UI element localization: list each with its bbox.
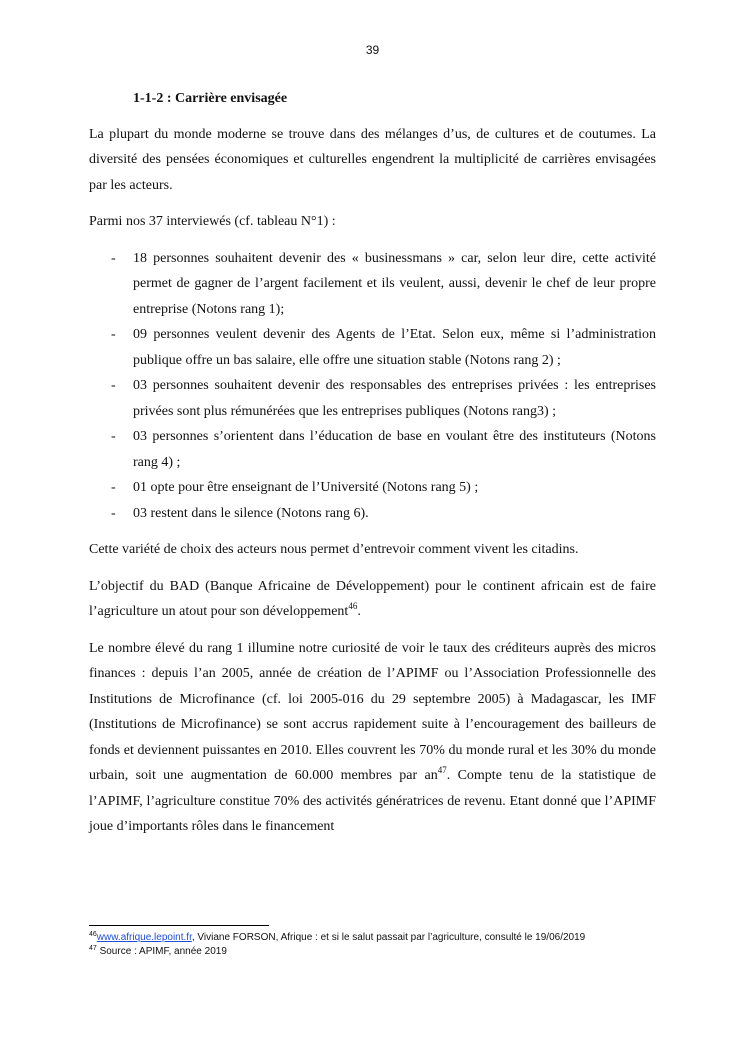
list-marker: - [111,327,116,342]
list-marker: - [111,429,116,444]
paragraph-variety: Cette variété de choix des acteurs nous permet d’entrevoir comment vivent les citadins. [89,542,579,557]
list-marker: - [111,250,116,266]
footnote-number: 46 [89,931,97,938]
footnote-text: Source : APIMF, année 2019 [96,946,227,957]
paragraph-text: Le nombre élevé du rang 1 illumine notre curiosité de voir le taux des créditeurs auprès des micros finances : depuis l’an 2005, année de création de l’APIMF ou l’Association Professionnelle des Institutions de Microfinance (cf. loi 2005-016 du 29 septembre 2005) à Madagascar, les IMF (Institutions de Microfinance) se sont accrus rapidement suite à l’encouragement des bailleurs de fonds et deviennent puissantes en 2010. Elles couvrent les 70% du monde rural et les 30% du monde urbain, soit une augmentation de 60.000 membres par an [89,640,656,783]
footnote-link[interactable]: www.afrique.lepoint.fr [96,932,192,943]
footnote-separator [89,925,269,926]
paragraph-text: L’objectif du BAD (Banque Africaine de Développement) pour le continent africain est de faire l’agriculture un atout pour son développement [89,578,656,619]
page-number: 39 [365,43,380,57]
footnote-47 [89,945,689,959]
list-item [89,501,656,527]
footnote-number: 47 [89,945,97,952]
paragraph-bad-objective [89,574,656,625]
list-marker: - [111,378,116,393]
page-body [89,86,656,851]
list-item-text: 01 opte pour être enseignant de l’Université (Notons rang 5) ; [133,480,479,495]
footnotes [89,931,689,959]
list-item [89,475,656,501]
list-item [89,322,656,373]
list-item-text: 09 personnes veulent devenir des Agents de l’Etat. Selon eux, même si l’administration publique offre un bas salaire, elle offre une situation stable (Notons rang 2) ; [133,327,656,368]
footnote-46 [89,931,689,945]
list-item [89,424,656,475]
list-marker: - [111,480,116,495]
list-item-text: 03 restent dans le silence (Notons rang 6). [133,505,369,521]
paragraph-text-continued: . Compte tenu de la statistique de l’APIMF, l’agriculture constitue 70% des activités génératrices de revenu. Etant donné que l’APIMF joue d’importants rôles dans le financement [89,768,656,834]
paragraph-intro: La plupart du monde moderne se trouve dans des mélanges d’us, de cultures et de coutumes. La diversité des pensées économiques et culturelles engendrent la multiplicité de carrières envisagées par les acteurs. [89,126,656,193]
paragraph-end: . [357,604,361,619]
section-heading: 1-1-2 : Carrière envisagée [133,91,288,106]
career-list [89,246,656,527]
list-item [89,373,656,424]
paragraph-interviewees: Parmi nos 37 interviewés (cf. tableau N°1) : [89,214,336,229]
footnote-ref-47[interactable]: 47 [437,765,447,775]
footnote-ref-46[interactable]: 46 [348,601,358,611]
list-item-text: 18 personnes souhaitent devenir des « businessmans » car, selon leur dire, cette activité permet de gagner de l’argent facilement et ils veulent, aussi, devenir le chef de leur propre entreprise (Notons rang 1); [133,250,656,317]
list-item-text: 03 personnes souhaitent devenir des responsables des entreprises privées : les entreprises privées sont plus rémunérées que les entreprises publiques (Notons rang3) ; [133,378,656,419]
list-item-text: 03 personnes s’orientent dans l’éducation de base en voulant être des instituteurs (Notons rang 4) ; [133,429,656,470]
list-item [89,246,656,323]
footnote-text: , Viviane FORSON, Afrique : et si le salut passait par l’agriculture, consulté le 19/06/2019 [191,932,586,943]
paragraph-microfinance [89,636,656,840]
list-marker: - [111,505,116,521]
